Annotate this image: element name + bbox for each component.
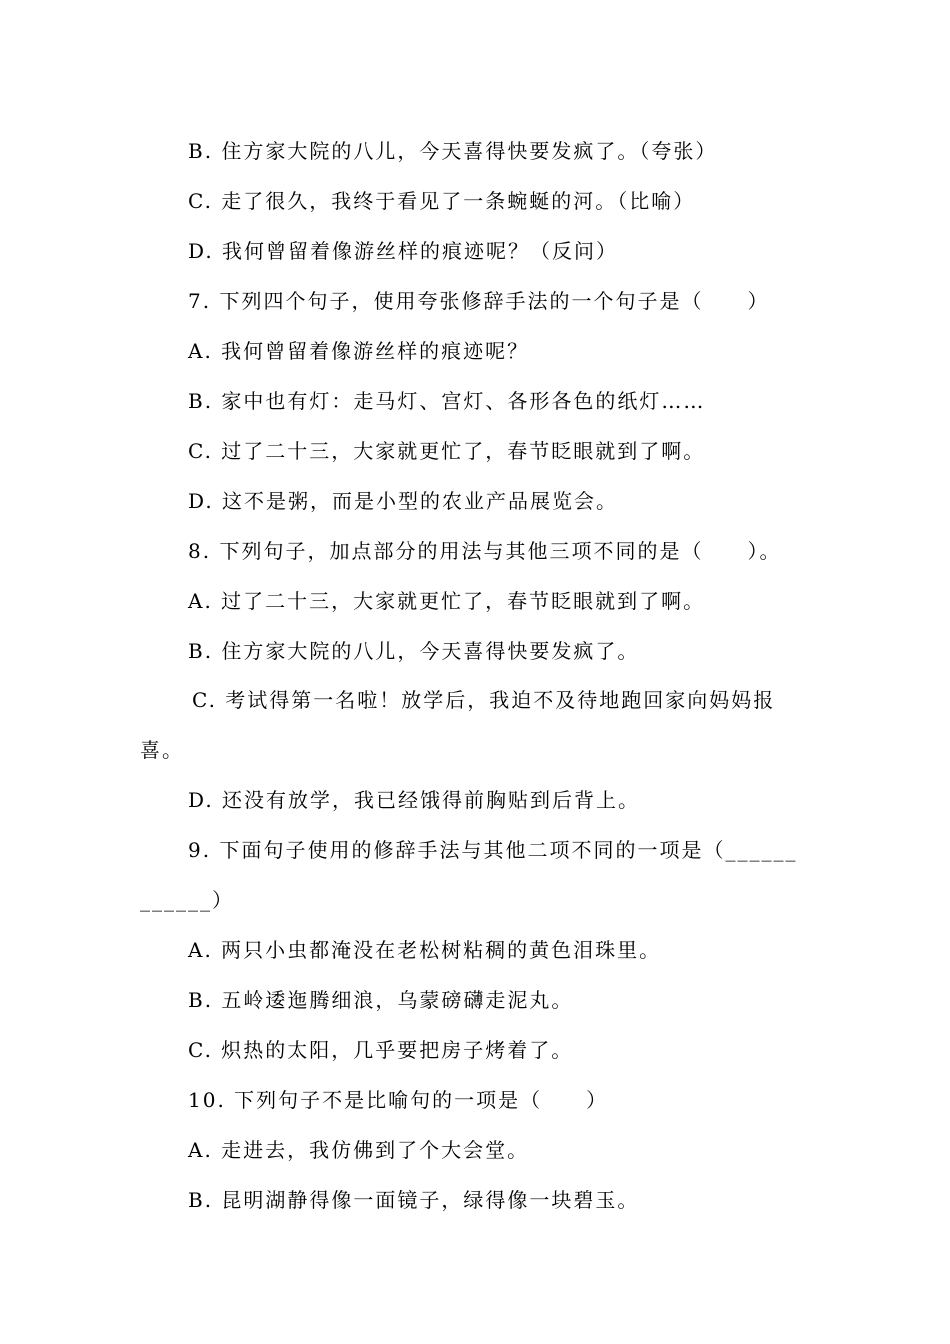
question-9: 9. 下面句子使用的修辞手法与其他二项不同的一项是（______ bbox=[188, 838, 798, 862]
question-7: 7. 下列四个句子，使用夸张修辞手法的一个句子是（ ） bbox=[188, 289, 770, 313]
question-8: 8. 下列句子，加点部分的用法与其他三项不同的是（ ）。 bbox=[188, 539, 782, 563]
option-b-q7: B. 家中也有灯：走马灯、宫灯、各形各色的纸灯…… bbox=[188, 389, 706, 413]
option-c-q6: C. 走了很久，我终于看见了一条蜿蜒的河。（比喻） bbox=[188, 189, 696, 213]
option-c-q8-continuation: 喜。 bbox=[140, 738, 184, 762]
option-a-q8: A. 过了二十三，大家就更忙了，春节眨眼就到了啊。 bbox=[188, 589, 706, 613]
question-10: 10. 下列句子不是比喻句的一项是（ ） bbox=[188, 1088, 609, 1112]
option-d-q6: D. 我何曾留着像游丝样的痕迹呢？（反问） bbox=[188, 239, 619, 263]
option-c-q7: C. 过了二十三，大家就更忙了，春节眨眼就到了啊。 bbox=[188, 439, 706, 463]
option-a-q10: A. 走进去，我仿佛到了个大会堂。 bbox=[188, 1138, 530, 1162]
option-a-q7: A. 我何曾留着像游丝样的痕迹呢？ bbox=[188, 339, 530, 363]
option-b-q6: B. 住方家大院的八儿，今天喜得快要发疯了。（夸张） bbox=[188, 139, 718, 163]
option-c-q9: C. 炽热的太阳，几乎要把房子烤着了。 bbox=[188, 1038, 574, 1062]
option-b-q8: B. 住方家大院的八儿，今天喜得快要发疯了。 bbox=[188, 639, 640, 663]
option-d-q8: D. 还没有放学，我已经饿得前胸贴到后背上。 bbox=[188, 788, 641, 812]
option-b-q9: B. 五岭逶迤腾细浪，乌蒙磅礴走泥丸。 bbox=[188, 988, 574, 1012]
option-b-q10: B. 昆明湖静得像一面镜子，绿得像一块碧玉。 bbox=[188, 1188, 640, 1212]
question-9-continuation: ______） bbox=[140, 888, 234, 912]
option-c-q8: C. 考试得第一名啦！放学后，我迫不及待地跑回家向妈妈报 bbox=[192, 688, 776, 712]
option-a-q9: A. 两只小虫都淹没在老松树粘稠的黄色泪珠里。 bbox=[188, 938, 662, 962]
option-d-q7: D. 这不是粥，而是小型的农业产品展览会。 bbox=[188, 489, 619, 513]
